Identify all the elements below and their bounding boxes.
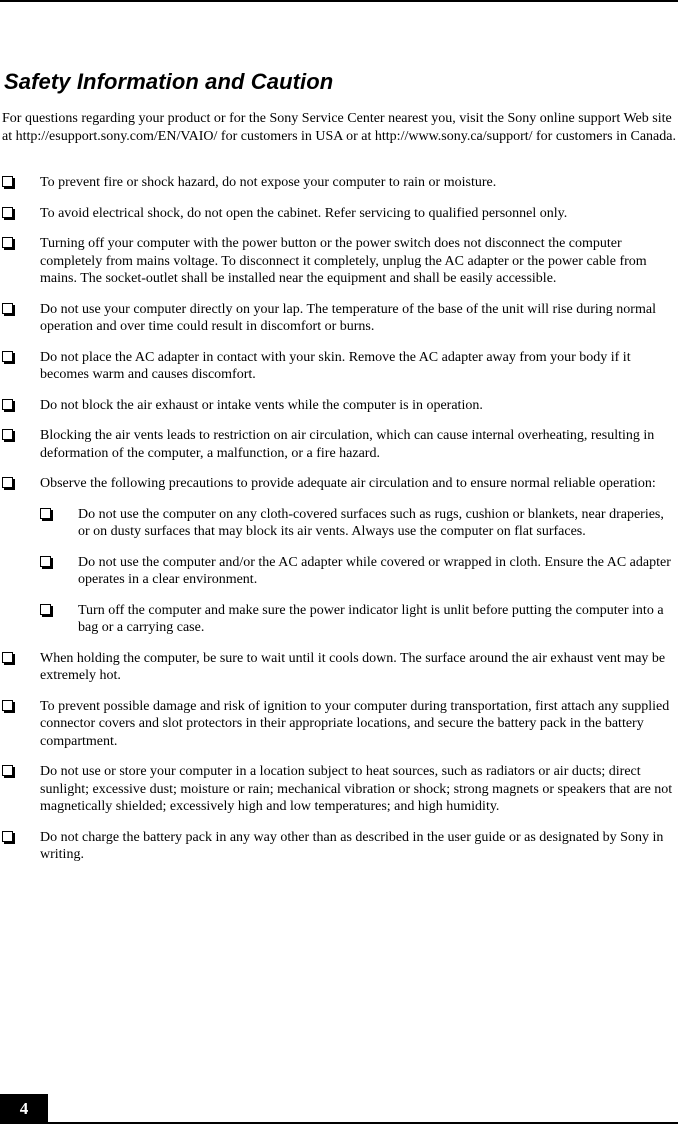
sub-list-item <box>0 602 676 637</box>
list-item <box>0 427 678 462</box>
checkbox-icon <box>2 303 13 314</box>
list-item <box>0 829 678 864</box>
list-item-text: Do not place the AC adapter in contact with your skin. Remove the AC adapter away from your body if it becomes warm and causes discomfort. <box>40 349 631 382</box>
list-item-text: Do not use your computer directly on your lap. The temperature of the base of the unit will rise during normal operation and over time could result in discomfort or burns. <box>40 301 656 334</box>
list-item-text: To avoid electrical shock, do not open the cabinet. Refer servicing to qualified personnel only. <box>40 205 568 221</box>
list-item-text: To prevent fire or shock hazard, do not expose your computer to rain or moisture. <box>40 175 497 190</box>
list-item-text: When holding the computer, be sure to wait until it cools down. The surface around the air exhaust vent may be extremely hot. <box>40 650 666 683</box>
list-item <box>0 301 678 336</box>
safety-list <box>0 174 678 877</box>
list-item <box>0 698 678 751</box>
checkbox-icon <box>2 429 13 440</box>
checkbox-icon <box>40 556 51 567</box>
list-item <box>0 235 678 288</box>
list-item-text: Do not block the air exhaust or intake vents while the computer is in operation. <box>40 397 483 413</box>
list-item <box>0 475 678 493</box>
list-item-text: Do not use the computer and/or the AC adapter while covered or wrapped in cloth. Ensure the AC adapter operates in a clear environment. <box>78 554 671 587</box>
list-item-text: Observe the following precautions to provide adequate air circulation and to ensure normal reliable operation: <box>40 476 656 491</box>
checkbox-icon <box>2 176 13 187</box>
list-item <box>0 763 678 816</box>
checkbox-icon <box>40 508 51 519</box>
list-item <box>0 397 678 415</box>
list-item-text: Turning off your computer with the power button or the power switch does not disconnect the computer completely from mains voltage. To disconnect it completely, unplug the AC adapter or the power cable from mains. The socket-outlet shall be installed near the equipment and shall be easily accessible. <box>40 236 647 286</box>
checkbox-icon <box>2 477 13 488</box>
top-rule <box>0 0 678 2</box>
checkbox-icon <box>40 604 51 615</box>
list-item-text: Blocking the air vents leads to restriction on air circulation, which can cause internal overheating, resulting in deformation of the computer, a malfunction, or a fire hazard. <box>40 428 655 461</box>
checkbox-icon <box>2 765 13 776</box>
checkbox-icon <box>2 399 13 410</box>
bottom-rule <box>0 1122 678 1124</box>
list-item <box>0 205 678 223</box>
list-item <box>0 650 678 685</box>
list-item <box>0 349 678 384</box>
page-number: 4 <box>0 1094 48 1124</box>
checkbox-icon <box>2 237 13 248</box>
sub-list-item <box>0 554 676 589</box>
sub-list-item <box>0 506 676 541</box>
list-item-text: Do not use the computer on any cloth-covered surfaces such as rugs, cushion or blankets, near draperies, or on dusty surfaces that may block its air vents. Always use the computer on flat surfaces. <box>78 506 664 539</box>
intro-paragraph: For questions regarding your product or for the Sony Service Center nearest you, visit the Sony online support Web site at http://esupport.sony.com/EN/VAIO/ for customers in USA or at http://www.sony.ca/support/ for customers in Canada. <box>2 111 676 144</box>
list-item-text: Turn off the computer and make sure the power indicator light is unlit before putting the computer into a bag or a carrying case. <box>78 602 664 635</box>
list-item <box>0 174 678 192</box>
page-title: Safety Information and Caution <box>4 69 334 94</box>
checkbox-icon <box>2 351 13 362</box>
list-item-text: Do not charge the battery pack in any way other than as described in the user guide or as designated by Sony in writing. <box>40 829 664 862</box>
checkbox-icon <box>2 652 13 663</box>
list-item-text: Do not use or store your computer in a location subject to heat sources, such as radiators or air ducts; direct sunlight; excessive dust; moisture or rain; mechanical vibration or shock; strong magnets or speakers that are not magnetically shielded; excessively high and low temperatures; and high humidity. <box>40 764 673 814</box>
checkbox-icon <box>2 207 13 218</box>
checkbox-icon <box>2 831 13 842</box>
checkbox-icon <box>2 700 13 711</box>
list-item-text: To prevent possible damage and risk of ignition to your computer during transportation, first attach any supplied connector covers and slot protectors in their appropriate locations, and secure the battery pack in the battery compartment. <box>40 698 670 749</box>
